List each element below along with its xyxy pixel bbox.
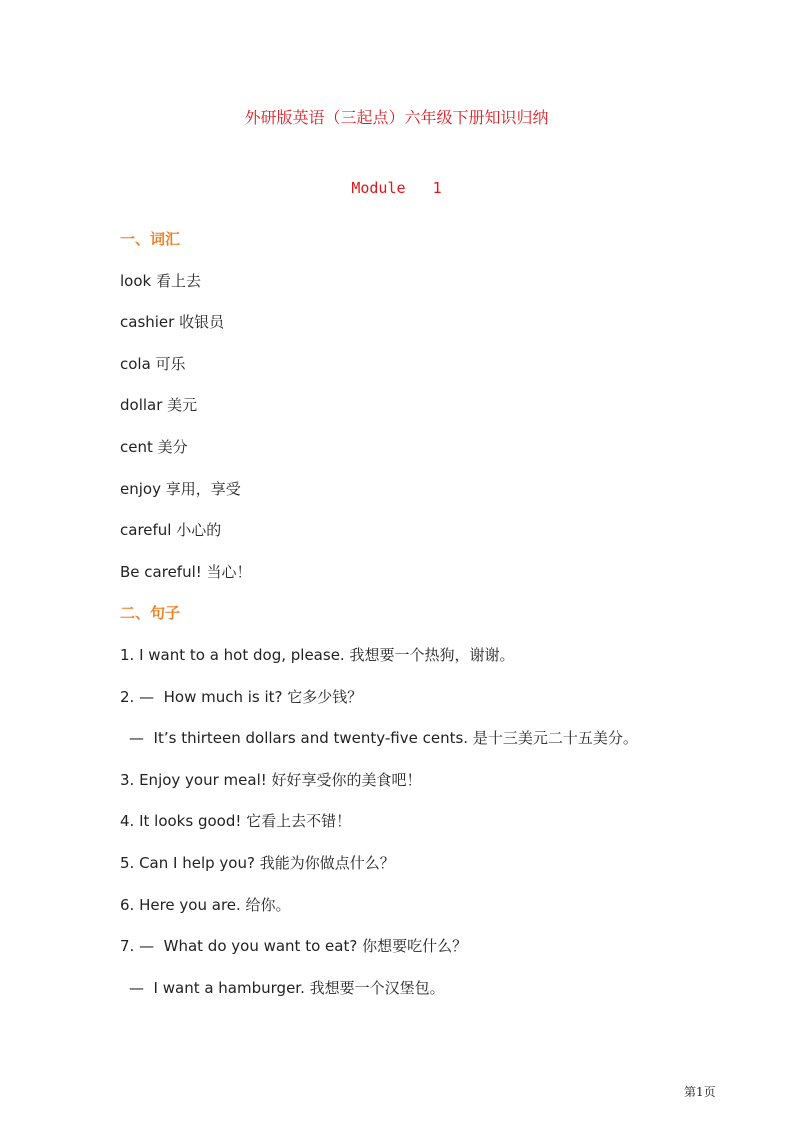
sentences-heading: 二、句子: [120, 604, 181, 623]
sentence-reply: — It’s thirteen dollars and twenty-five cents. 是十三美元二十五美分。: [129, 729, 638, 748]
sentence-item: 3. Enjoy your meal! 好好享受你的美食吧！: [120, 770, 422, 789]
vocab-item: Be careful! 当心！: [120, 562, 252, 581]
sentence-item: 5. Can I help you? 我能为你做点什么？: [120, 853, 395, 872]
sentence-item: 1. I want to a hot dog, please. 我想要一个热狗，谢谢。: [120, 645, 515, 664]
vocab-item: enjoy 享用，享受: [120, 479, 241, 498]
sentence-item: 2. — How much is it? 它多少钱？: [120, 687, 363, 706]
vocab-item: cent 美分: [120, 437, 188, 456]
module-title: Module 1: [351, 179, 442, 197]
sentence-item: 7. — What do you want to eat? 你想要吃什么？: [120, 937, 468, 956]
vocab-item: cola 可乐: [120, 354, 186, 373]
vocab-item: look 看上去: [120, 271, 201, 290]
document-title: 外研版英语（三起点）六年级下册知识归纳: [244, 108, 549, 127]
sentence-item: 6. Here you are. 给你。: [120, 895, 291, 914]
vocab-item: cashier 收银员: [120, 313, 225, 332]
content-body: [120, 227, 740, 1017]
sentence-reply: — I want a hamburger. 我想要一个汉堡包。: [129, 978, 445, 997]
vocab-item: careful 小心的: [120, 521, 222, 540]
vocabulary-heading: 一、词汇: [120, 230, 181, 248]
page-number: 第1页: [684, 1085, 716, 1099]
sentence-item: 4. It looks good! 它看上去不错！: [120, 812, 352, 831]
vocab-item: dollar 美元: [120, 396, 198, 415]
